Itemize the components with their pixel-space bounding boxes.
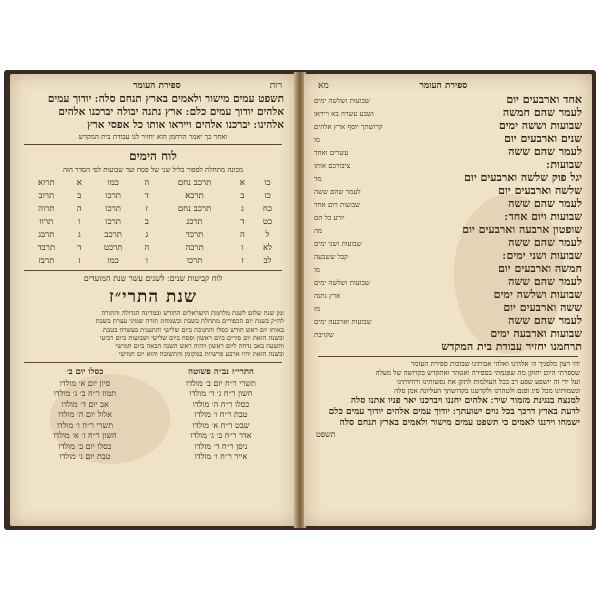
column-row: סיון יום א׳ מולדו [59,378,111,388]
column-row: אדר ר״ח ב׳ ג׳ מולדו [190,431,252,441]
calendar-cell: תרכט [103,243,123,253]
omer-count-text: לעמר שהם ששה [508,145,582,158]
calendar-cell: תרכב נחם [177,178,212,188]
omer-count-text: שבועות וארבעה ימים [490,327,582,340]
calendar-table [24,176,282,267]
omer-row [304,314,592,327]
right-page [304,74,592,526]
column-row: אייר ר״ח ו׳ מולדו [194,452,248,462]
running-title: ספירת העומר [419,81,468,91]
text-line: אלהינו ׃ יברכנו אלהים וייראו אותו כל אפסי ארץ [87,119,284,131]
calendar-cell: תרוו [39,217,54,227]
omer-row [304,106,592,119]
omer-row [304,93,592,106]
calendar-cell: תרכא [185,191,204,201]
omer-count-text: יגל פוק שלשה וארבעים יום [464,171,582,184]
omer-side-note: עשרים ואחד [314,149,349,157]
calendar-cell: ג [145,230,149,240]
column-row: אב יום ד׳ מולדו [61,399,109,409]
catchword: תשפט [316,430,336,439]
omer-row [304,171,592,184]
omer-side-note: שבועות ושלשה ימים [314,279,370,287]
omer-count-text: אחד וארבעים יום [506,93,582,106]
calendar-cell: תרבג [38,230,55,240]
calendar-row [24,189,282,202]
column-row: חשון ר״ח ג׳ ד׳ מולדו [189,389,253,399]
calendar-cell: ג [77,230,81,240]
omer-count-text: לעמר שהם ששה [508,197,582,210]
column-row: שבט ר״ח א׳ מולדו [192,420,250,430]
omer-row [304,236,592,249]
calendar-cell: תרכו [105,204,121,214]
calendar-cell: ז [241,256,244,266]
omer-count-text: תרחמנו יחזיר עבודת בית המקדש [441,340,582,353]
omer-row [304,145,592,158]
calendar-cell: ה [144,243,150,253]
omer-side-note: שקויבת [314,331,334,339]
calendar-row [24,228,282,241]
calendar-cell: ל [265,230,270,240]
omer-count-text: ששה וארבעים יום [503,301,582,314]
omer-row [304,249,592,262]
page-corner-label: מא [318,81,329,91]
calendar-note: מכונה מתחלת לספור בליל שני של פסח ועד שבועות לפי הסדר הזה [62,166,244,174]
omer-row [304,184,592,197]
calendar-cell: כמו [107,178,119,188]
calendar-cell: כמו [107,256,119,266]
divider [24,144,282,145]
section-note: לוח קביעות שנים ׃ לשנים עשר שנת המועדים [83,274,223,283]
calendar-cell: תרכב [104,230,122,240]
omer-side-note: מו [314,266,320,274]
column-row: חשון ר״ח ז׳ א׳ מולדו [53,431,117,441]
omer-side-note: יורע כל הם [314,214,345,222]
paragraph [10,309,296,359]
column-row: ניסן ר״ח ד׳ מולדו [194,441,248,451]
calendar-cell: כט [262,217,273,227]
calendar-cell: תרכה [185,243,204,253]
prayer-line: ונשמותינו מכל סיג ופגם ולטהרנו ולקדשנו בקדושתך העליונה אמן סלה [394,387,580,395]
omer-row [304,262,592,275]
omer-count-text: שופטון ארבעה וארבעים יום [462,223,582,236]
calendar-cell: ד [240,217,245,227]
omer-side-note: שבועות ושלשה ימים [314,97,370,105]
calendar-cell: ה [144,178,150,188]
column-row: תמוז ר״ח ב׳ ג׳ מולדו [53,389,117,399]
calendar-cell: תרכו [105,191,121,201]
paragraph-line: ותשעה באב נדחה ליום ראשון ויהיה ראש השנה הבאה ביום חמישי [115,342,284,351]
omer-row [304,340,592,353]
omer-side-note: מז [314,305,321,313]
omer-count-text: שבועות וששה ימים [498,119,582,132]
calendar-row [24,215,282,228]
divider [24,270,282,271]
calendar-cell: כז [264,191,271,201]
psalm-line: ישמחו וירננו לאמים כי תשפט עמים מישור ולאמים בארץ תנחם סלה [339,418,580,428]
calendar-cell: ב [144,217,149,227]
calendar-cell: ב [240,191,245,201]
omer-side-note: מו [314,136,320,144]
calendar-row [24,202,282,215]
calendar-cell: ג [241,204,244,214]
omer-count-text: שלשה וארבעים יום [498,184,582,197]
calendar-cell: כח [262,204,273,214]
omer-side-note: ושבע עשרה בא וייראו [314,110,374,118]
column-row: כסלו יום ב׳ מולדו [58,441,112,451]
calendar-cell: א [239,178,246,188]
column-row: תשרי ר״ח ו׳ מולדו [56,420,114,430]
calendar-cell: תרוא [38,178,55,188]
column-row: כסלו ר״ח ה׳ מולדו [192,399,250,409]
calendar-cell: לא [262,243,273,253]
calendar-cell: תרכב נחם [177,204,212,214]
omer-side-note: לעמר שהם ששה [314,188,361,196]
column-heading: כסלו יום ב׳ [66,366,104,377]
omer-count-text: לעמר שהם ששה [508,236,582,249]
calendar-cell: תרבז [38,256,55,266]
omer-side-note: קבל ששבעה [314,253,348,261]
omer-count-text: שנים וארבעים יום [504,132,582,145]
omer-side-note: שבועות ויום אחד [314,201,361,209]
prayer-line: שספרתי היום יתוקן מה שפגמתי בספירה ואטהר ואתקדש בקדושה של מעלה [375,369,580,377]
omer-side-note: מד [314,175,322,183]
paragraph-line: ובשנה הזאת יום פורים ביום ראשון ופסח ביום שלישי ושבועות ביום רביעי [99,333,284,342]
running-head [10,74,296,93]
prayer-line: ועל ידי זה יושפע שפע רב בכל העולמות לתקן את נפשותינו ורוחותינו [397,378,580,386]
omer-count-text: לעמר שהם ששה [508,275,582,288]
column-row: אלול יום ה׳ מולדו [58,410,112,420]
month-columns [10,366,296,463]
calendar-cell: ה [240,230,245,240]
calendar-cell: ז [78,256,81,266]
calendar-cell: ד [144,191,149,201]
month-column [20,366,150,463]
omer-row [304,223,592,236]
text-line: תשפט עמים מישור ולאמים בארץ תנחם סלה ׃ יודוך עמים [47,93,284,105]
psalm-line: לדעת בארץ דרכך בכל גוים ישועתך ׃ יודוך עמים אלהים יודוך עמים כלם [328,407,580,417]
calendar-row [24,241,282,254]
column-heading: התרי״ז נב״ה פשוטה [188,366,254,377]
omer-row [304,210,592,223]
omer-side-note: שבועות ושני ימים [314,240,362,248]
omer-row [304,158,592,171]
calendar-row [24,254,282,267]
calendar-cell: ו [78,217,81,227]
omer-count-text: חמשה וארבעים יום [498,262,582,275]
calendar-cell: לב [263,256,272,266]
omer-side-note: קרושתך יוסף ארץ אלהים [314,123,383,131]
calendar-cell: א [76,178,82,188]
omer-count-text: שבועות ויום אחד ׃ [504,210,582,223]
omer-count-text: לעמר שהם ששה [508,314,582,327]
text-line: אלהים יודוך עמים כלם ׃ ארץ נתנה יבולה יברכנו אלהים [58,106,284,118]
column-row: תשרי ר״ח יום ב׳ מולדו [186,378,256,388]
column-row: טבת ר״ח ו׳ מולדו [194,410,248,420]
calendar-cell: ד [77,243,82,253]
column-row: טבת יום ג׳ מולדו [59,452,111,462]
calendar-cell: תרכו [186,256,203,266]
paragraph-line: ובשנה הזאת יהיו ארבע פרשיות במקומן והתשובה והוא יום חמישי [118,350,284,359]
paragraph-line: לה״ק בשנת יום הכפורים מתחלת בשבת ובשמחת תורה שמיני עצרת בשבת [95,317,284,326]
calendar-cell: ז [145,204,149,214]
calendar-cell: תרוה [38,204,55,214]
omer-row [304,132,592,145]
calendar-cell: ה [76,204,82,214]
omer-side-note: ארץ נתנה [314,292,341,300]
omer-count-text: לעמר שהם חמשה [502,106,582,119]
omer-side-note: שבועות וארבעה ימים [314,318,372,326]
omer-side-note: מה [314,227,323,235]
psalm-line: למנצח בנגינת מזמור שיר ׃ אלהים יחננו ויברכנו יאר פניו אתנו סלה [350,396,580,406]
calendar-cell: תרוב [38,191,55,201]
calendar-cell: ב [77,191,82,201]
prayer-line: יהי רצון מלפניך ה׳ אלהינו ואלהי אבותינו שבזכות ספירת העומר [410,360,580,368]
calendar-row [24,176,282,189]
calendar-cell: תרכד [185,230,204,240]
omer-side-note: ציבורכם אותו [314,162,351,170]
omer-row [304,119,592,132]
running-title: ספירת העומר [133,81,181,91]
calendar-cell: ו [241,243,244,253]
divider [318,356,578,357]
omer-count-text: שבועות ושני ימים ׃ [502,249,582,262]
omer-row [304,301,592,314]
calendar-cell: תרכג [186,217,203,227]
year-title: שנת התרי״ז [108,287,197,307]
omer-row [304,327,592,340]
paragraph-line: באותו יום ראש חודש כסלו והחנוכה ביום שלישי והתענית בעשרה בטבת [103,325,284,334]
omer-row [304,275,592,288]
omer-row [304,197,592,210]
calendar-cell: כו [264,178,271,188]
omer-row [304,288,592,301]
month-column [156,366,286,463]
omer-count-text: שבועות ושלשה ימים [493,288,582,301]
omer-count-text: שבועות ׃ [546,158,582,171]
calendar-cell: תרכו [105,217,121,227]
calendar-cell: תרבד [37,243,56,253]
page-corner-label: רות [269,81,282,91]
calendar-cell: ו [145,256,148,266]
calendar-title: לוח הימים [129,149,177,163]
running-head [304,74,592,93]
omer-count-list [304,93,592,353]
divider [24,362,282,363]
note: ואחר כך יאמר הרחמן הוא יחזיר לנו עבודת בית המקדש [78,133,228,141]
paragraph-line: זמן שנת שלום לשנת מלחמת הישראלים החודש ובמדינה הגדולה והתורה [101,309,284,317]
left-page [10,74,296,526]
